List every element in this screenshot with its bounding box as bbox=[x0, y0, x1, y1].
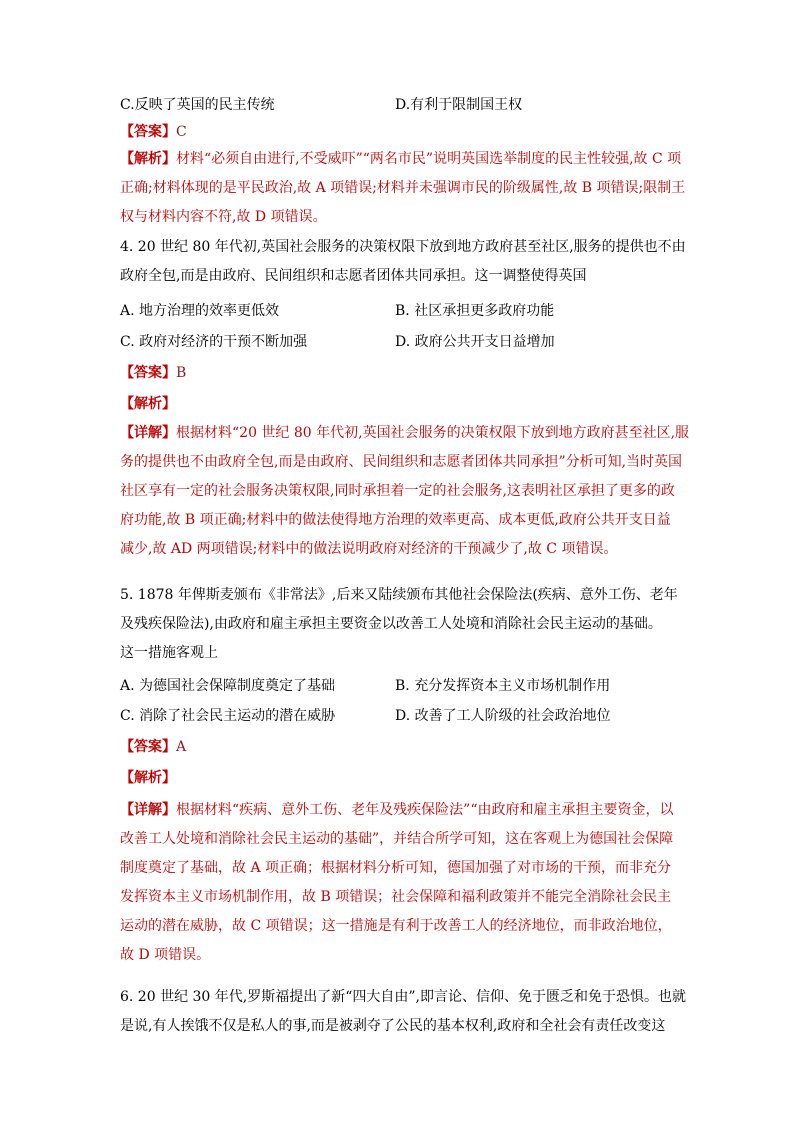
q3-answer bbox=[120, 122, 187, 142]
q4-option-a: A. 地方治理的效率更低效 bbox=[120, 303, 280, 319]
q4-option-b: B. 社区承担更多政府功能 bbox=[395, 303, 555, 319]
q4-detail bbox=[120, 419, 690, 564]
detail-line: 社区享有一定的社会服务决策权限,同时承担着一定的社会服务,这表明社区承担了更多的政 bbox=[120, 483, 675, 499]
q5-analysis-label: 【解析】 bbox=[120, 770, 176, 786]
answer-label: 【答案】 bbox=[120, 739, 176, 755]
analysis-label: 【解析】 bbox=[120, 151, 176, 167]
q5-option-c: C. 消除了社会民主运动的潜在威胁 bbox=[120, 708, 336, 724]
detail-label: 【详解】 bbox=[120, 425, 176, 441]
answer-value: C bbox=[176, 124, 187, 140]
stem-line: 政府全包,而是由政府、民间组织和志愿者团体共同承担。这一调整使得英国 bbox=[120, 268, 587, 284]
q4-option-d: D. 政府公共开支日益增加 bbox=[395, 334, 555, 350]
detail-line: 府功能,故 B 项正确;材料中的做法使得地方治理的效率更高、成本更低,政府公共开支日益 bbox=[120, 512, 671, 528]
analysis-line: 材料“必须自由进行,不受威吓”“两名市民”说明英国选举制度的民主性较强,故 C 项 bbox=[176, 151, 682, 167]
stem-line: 是说,有人挨饿不仅是私人的事,而是被剥夺了公民的基本权利,政府和全社会有责任改变这 bbox=[120, 1018, 666, 1034]
q4-option-c: C. 政府对经济的干预不断加强 bbox=[120, 334, 308, 350]
detail-line: 减少,故 AD 两项错误;材料中的做法说明政府对经济的干预减少了,故 C 项错误。 bbox=[120, 541, 618, 557]
q5-option-b: B. 充分发挥资本主义市场机制作用 bbox=[395, 678, 611, 694]
stem-line: 这一措施客观上 bbox=[120, 645, 218, 661]
detail-line: 根据材料“疾病、意外工伤、老年及残疾保险法”“由政府和雇主承担主要资金，以 bbox=[176, 802, 674, 818]
q4-answer bbox=[120, 363, 186, 383]
answer-value: A bbox=[176, 739, 187, 755]
q5-stem bbox=[120, 581, 678, 668]
detail-line: 改善工人处境和消除社会民主运动的基础”，并结合所学可知，这在客观上为德国社会保障 bbox=[120, 831, 674, 847]
detail-label: 【详解】 bbox=[120, 802, 176, 818]
q3-analysis bbox=[120, 145, 686, 232]
answer-label: 【答案】 bbox=[120, 124, 176, 140]
detail-line: 故 D 项错误。 bbox=[120, 947, 211, 963]
detail-line: 务的提供也不由政府全包,而是由政府、民间组织和志愿者团体共同承担”分析可知,当时英国 bbox=[120, 454, 683, 470]
stem-line: 及残疾保险法),由政府和雇主承担主要资金以改善工人处境和消除社会民主运动的基础。 bbox=[120, 616, 662, 632]
answer-label: 【答案】 bbox=[120, 365, 176, 381]
q3-option-c: C.反映了英国的民主传统 bbox=[120, 97, 275, 113]
detail-line: 运动的潜在威胁，故 C 项错误；这一措施是有利于改善工人的经济地位，而非政治地位， bbox=[120, 918, 672, 934]
detail-line: 发挥资本主义市场机制作用，故 B 项错误；社会保障和福利政策并不能完全消除社会民主 bbox=[120, 889, 672, 905]
stem-line: 6. 20 世纪 30 年代,罗斯福提出了新“四大自由”,即言论、信仰、免于匮乏和免于恐惧。也就 bbox=[120, 989, 686, 1005]
q5-answer bbox=[120, 737, 186, 757]
q5-option-a: A. 为德国社会保障制度奠定了基础 bbox=[120, 678, 336, 694]
q4-analysis-label: 【解析】 bbox=[120, 396, 176, 412]
q5-option-d: D. 改善了工人阶级的社会政治地位 bbox=[395, 708, 611, 724]
q5-detail bbox=[120, 796, 674, 970]
q3-option-d: D.有利于限制国王权 bbox=[395, 97, 523, 113]
detail-line: 根据材料“20 世纪 80 年代初,英国社会服务的决策权限下放到地方政府甚至社区,服 bbox=[176, 425, 690, 441]
analysis-line: 权与材料内容不符,故 D 项错误。 bbox=[120, 209, 327, 225]
stem-line: 4. 20 世纪 80 年代初,英国社会服务的决策权限下放到地方政府甚至社区,服务的提供也不由 bbox=[120, 239, 686, 255]
stem-line: 5. 1878 年俾斯麦颁布《非常法》,后来又陆续颁布其他社会保险法(疾病、意外工伤、老年 bbox=[120, 587, 678, 603]
q4-stem bbox=[120, 233, 686, 291]
q6-stem bbox=[120, 983, 686, 1041]
analysis-line: 正确;材料体现的是平民政治,故 A 项错误;材料并未强调市民的阶级属性,故 B 项错误;限制王 bbox=[120, 180, 686, 196]
answer-value: B bbox=[176, 365, 187, 381]
detail-line: 制度奠定了基础，故 A 项正确；根据材料分析可知，德国加强了对市场的干预，而非充分 bbox=[120, 860, 672, 876]
